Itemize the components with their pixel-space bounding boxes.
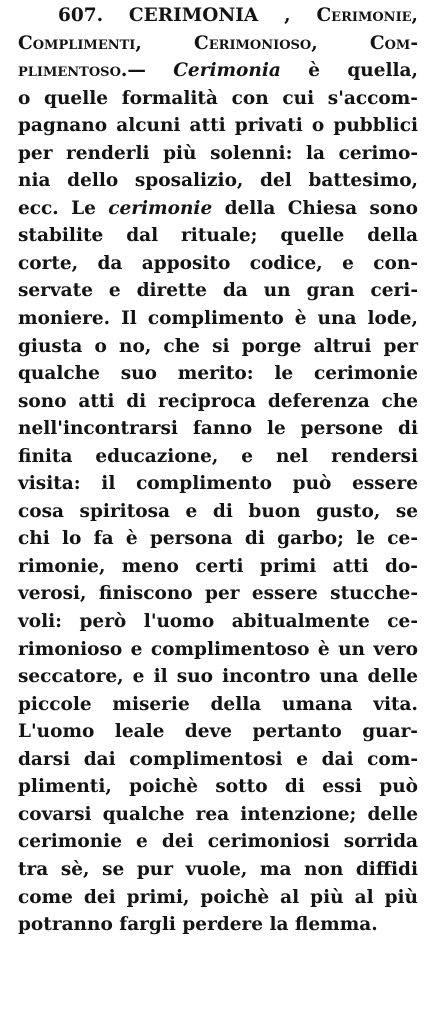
text-run: cerimonie e dei cerimoniosi sorrida	[18, 831, 418, 853]
text-line	[18, 2, 418, 30]
text-run: plimenti, poichè sotto di essi può	[18, 776, 418, 798]
text-run: seccatore, e il suo incontro una delle	[18, 666, 418, 688]
text-line	[18, 553, 418, 581]
text-line	[18, 85, 418, 113]
text-line	[18, 167, 418, 195]
text-run: 607. CERIMONIA ,	[58, 5, 317, 26]
text-run: come dei primi, poichè al più al più	[18, 886, 418, 908]
text-run: darsi dai complimentosi e dai com-	[18, 748, 418, 770]
text-line	[18, 801, 418, 829]
text-line	[18, 608, 418, 636]
text-line	[18, 498, 418, 526]
text-line	[18, 746, 418, 774]
text-line	[18, 580, 418, 608]
text-run: —	[127, 60, 174, 82]
text-run: voli: però l'uomo abitualmente ce-	[18, 611, 418, 633]
italic-term: Cerimonia	[173, 60, 281, 82]
text-line	[18, 663, 418, 691]
text-run: finita educazione, e nel rendersi	[18, 445, 418, 467]
text-line	[18, 112, 418, 140]
text-run: cosa spiritosa e di buon gusto, se	[18, 500, 418, 522]
text-line	[18, 305, 418, 333]
text-run: della Chiesa sono	[212, 197, 418, 219]
small-caps-term: Complimenti, Cerimonioso, Com-	[18, 32, 418, 54]
text-line	[18, 195, 418, 223]
text-line	[18, 856, 418, 884]
text-run: moniere. Il complimento è una lode,	[18, 308, 418, 330]
text-line	[18, 277, 418, 305]
text-line	[18, 718, 418, 746]
text-run: pagnano alcuni atti privati o pubblici	[18, 115, 418, 137]
text-run: sono atti di reciproca deferenza che	[18, 390, 418, 412]
text-line	[18, 470, 418, 498]
text-line	[18, 525, 418, 553]
text-line	[18, 884, 418, 912]
text-run: visita: il complimento può essere	[18, 473, 418, 495]
text-run: servate e dirette da un gran ceri-	[18, 280, 418, 302]
text-run: o quelle formalità con cui s'accom-	[18, 87, 418, 109]
text-line	[18, 140, 418, 168]
small-caps-term: plimentoso.	[18, 60, 128, 82]
text-run: giusta o no, che si porge altrui per	[18, 335, 418, 357]
text-run: qualche suo merito: le cerimonie	[18, 363, 418, 385]
text-run: nia dello sposalizio, del battesimo,	[18, 170, 418, 192]
text-line	[18, 415, 418, 443]
text-line	[18, 250, 418, 278]
text-run: corte, da apposito codice, e con-	[18, 252, 418, 274]
text-line	[18, 828, 418, 856]
text-run: potranno fargli perdere la flemma.	[18, 914, 378, 936]
text-run: piccole miserie della umana vita.	[18, 693, 418, 715]
text-run: nell'incontrarsi fanno le persone di	[18, 418, 418, 440]
text-run: L'uomo leale deve pertanto guar-	[18, 721, 418, 743]
text-run: è quella,	[280, 60, 418, 82]
text-run: tra sè, se pur vuole, ma non diffidi	[18, 858, 418, 880]
text-run: rimonie, meno certi primi atti do-	[18, 555, 418, 577]
italic-term: cerimonie	[108, 197, 213, 219]
text-run: covarsi qualche rea intenzione; delle	[18, 803, 418, 825]
text-line	[18, 911, 418, 939]
text-run: rimonioso e complimentoso è un vero	[18, 638, 418, 660]
text-line	[18, 333, 418, 361]
text-line	[18, 57, 418, 85]
text-line	[18, 30, 418, 58]
text-line	[18, 360, 418, 388]
small-caps-term: Cerimonie,	[316, 5, 418, 26]
text-line	[18, 388, 418, 416]
text-run: verosi, finiscono per essere stucche-	[18, 583, 418, 605]
text-line	[18, 691, 418, 719]
dictionary-entry	[18, 2, 418, 939]
text-run: chi lo fa è persona di garbo; le ce-	[18, 528, 418, 550]
text-run: stabilite dal rituale; quelle della	[18, 225, 418, 247]
text-run: per renderli più solenni: la cerimo-	[18, 142, 418, 164]
text-line	[18, 443, 418, 471]
text-line	[18, 636, 418, 664]
text-line	[18, 222, 418, 250]
text-run: ecc. Le	[18, 197, 109, 219]
text-line	[18, 773, 418, 801]
